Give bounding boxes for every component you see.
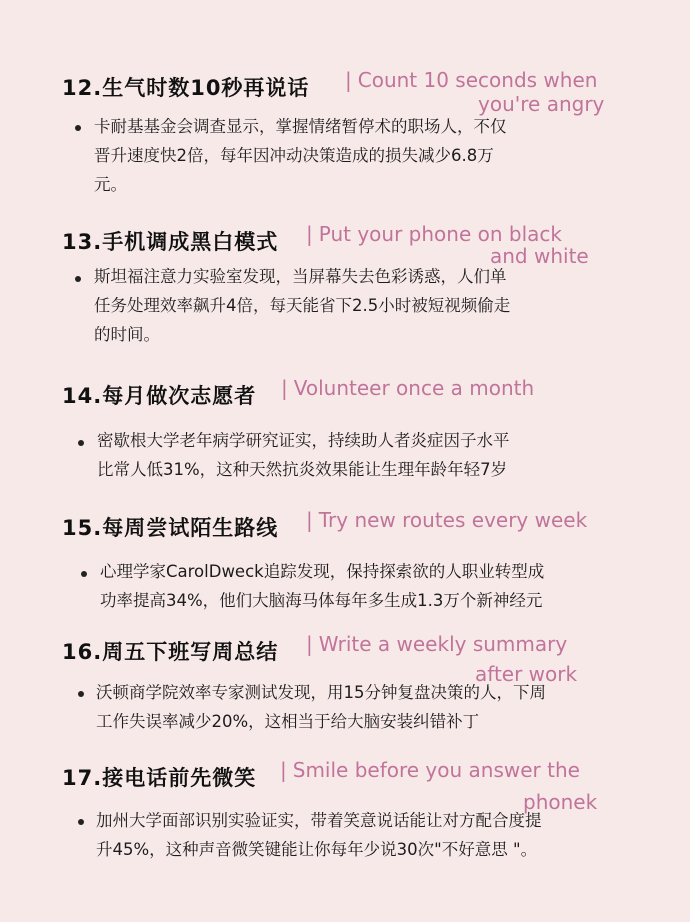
tip-english-line-2: and white: [490, 244, 589, 268]
tip-title: 14.每月做次志愿者: [62, 384, 257, 408]
tip-body: [96, 806, 542, 864]
bullet-dot: [75, 276, 81, 282]
tip-section-16: [0, 632, 690, 731]
tip-english-title: [306, 224, 562, 244]
body-line: 元。: [94, 175, 127, 194]
bullet-dot: [78, 819, 84, 825]
separator: |: [306, 222, 313, 246]
separator: |: [345, 68, 352, 92]
tip-english-line-1: Smile before you answer the: [292, 758, 580, 782]
body-line: 心理学家CarolDweck追踪发现，保持探索欲的人职业转型成: [100, 562, 545, 581]
bullet-dot: [75, 125, 81, 131]
body-line: 工作失误率减少20%，这相当于给大脑安装纠错补丁: [96, 712, 480, 731]
body-line: 密歇根大学老年病学研究证实，持续助人者炎症因子水平: [97, 431, 510, 450]
tip-title: 13.手机调成黑白模式: [62, 230, 279, 254]
tip-section-14: [0, 376, 690, 479]
tip-english-title: [281, 378, 534, 398]
separator: |: [280, 758, 287, 782]
tip-section-13: [0, 222, 690, 344]
bullet-dot: [78, 440, 84, 446]
tip-body: [97, 426, 510, 484]
tip-section-12: [0, 68, 690, 194]
tip-body: [96, 678, 546, 736]
tip-title: 16.周五下班写周总结: [62, 640, 279, 664]
tip-section-17: [0, 758, 690, 859]
body-line: 加州大学面部识别实验证实，带着笑意说话能让对方配合度提: [96, 811, 542, 830]
tip-title: 12.生气时数10秒再说话: [62, 76, 310, 100]
body-line: 晋升速度快2倍，每年因冲动决策造成的损失减少6.8万: [94, 146, 494, 165]
separator: |: [281, 376, 288, 400]
body-line: 卡耐基基金会调查显示，掌握情绪暂停术的职场人，不仅: [94, 117, 507, 136]
body-line: 沃顿商学院效率专家测试发现，用15分钟复盘决策的人，下周: [96, 683, 546, 702]
tip-body: [94, 262, 510, 349]
body-line: 的时间。: [94, 325, 160, 344]
tip-english-title: [345, 70, 597, 90]
tip-section-15: [0, 508, 690, 610]
tip-english-line-1: Count 10 seconds when: [357, 68, 598, 92]
body-line: 任务处理效率飙升4倍，每天能省下2.5小时被短视频偷走: [94, 296, 511, 315]
separator: |: [306, 508, 313, 532]
tip-english-title: [306, 634, 567, 654]
tip-english-line-2: after work: [475, 662, 578, 686]
tip-english-line-1: Write a weekly summary: [318, 632, 568, 656]
tip-english-line-1: Volunteer once a month: [293, 376, 535, 400]
body-line: 斯坦福注意力实验室发现，当屏幕失去色彩诱惑，人们单: [94, 267, 507, 286]
tip-english-line-1: Try new routes every week: [318, 508, 588, 532]
tip-english-line-2: phonek: [523, 790, 598, 814]
bullet-dot: [81, 571, 87, 577]
separator: |: [306, 632, 313, 656]
tip-english-title: [280, 760, 580, 780]
body-line: 升45%，这种声音微笑键能让你每年少说30次"不好意思 "。: [96, 840, 538, 859]
body-line: 比常人低31%，这种天然抗炎效果能让生理年龄年轻7岁: [97, 460, 508, 479]
tip-body: [94, 112, 507, 199]
tip-english-line-2: you're angry: [478, 92, 605, 116]
bullet-dot: [78, 691, 84, 697]
tip-title: 15.每周尝试陌生路线: [62, 516, 279, 540]
tip-english-title: [306, 510, 587, 530]
tip-english-line-1: Put your phone on black: [318, 222, 562, 246]
tip-body: [100, 557, 544, 615]
tip-title: 17.接电话前先微笑: [62, 766, 257, 790]
body-line: 功率提高34%，他们大脑海马体每年多生成1.3万个新神经元: [100, 591, 543, 610]
